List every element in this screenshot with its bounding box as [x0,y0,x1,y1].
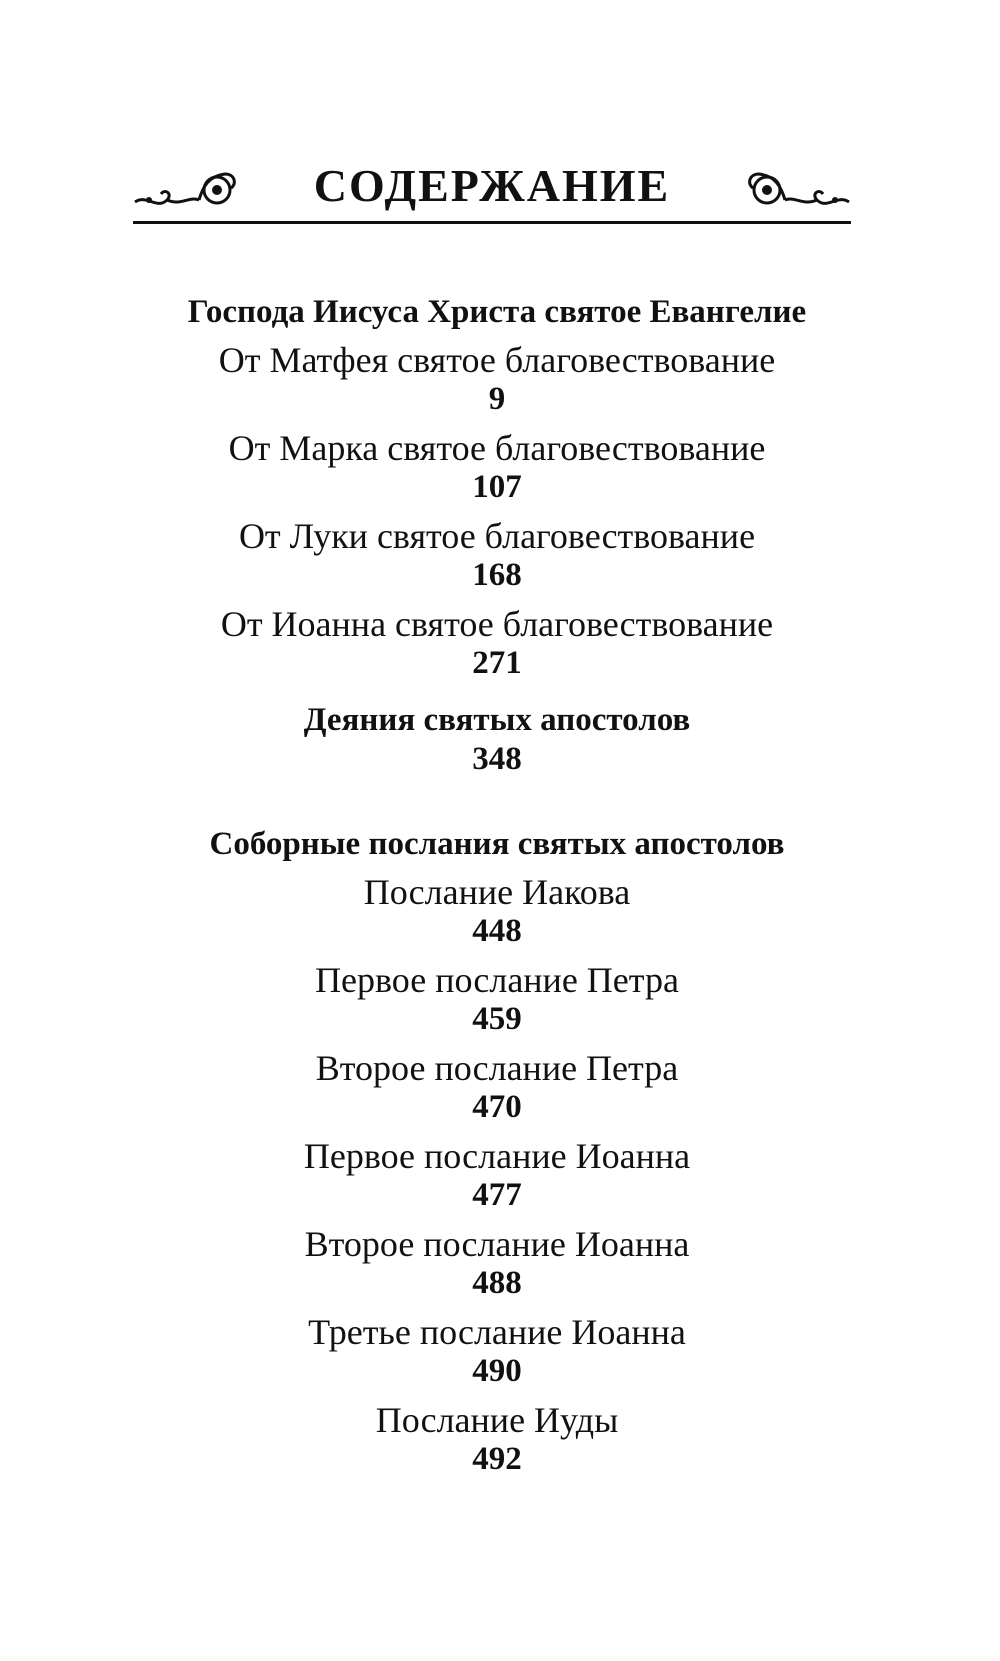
toc-entry[interactable] [140,960,854,1038]
entry-page-number: 9 [488,381,506,417]
toc-entry[interactable] [140,340,854,418]
toc-entry[interactable] [140,1400,854,1478]
entry-title: От Марка святое благовествование [228,428,766,468]
toc-entry[interactable] [140,1048,854,1126]
contents-header [133,150,851,230]
section-title: Деяния святых апостолов [303,702,691,738]
entry-title: Первое послание Иоанна [303,1136,691,1176]
entry-page-number: 477 [472,1177,522,1213]
toc-entry[interactable] [140,1312,854,1390]
page-title: СОДЕРЖАНИЕ [313,160,671,211]
header-divider [133,221,851,224]
entry-title: От Иоанна святое благовествование [220,604,774,644]
toc-entry[interactable] [140,1224,854,1302]
entry-page-number: 488 [472,1265,522,1301]
entry-title: Первое послание Петра [315,960,679,1000]
toc-entry[interactable] [140,428,854,506]
toc-entry[interactable] [140,1136,854,1214]
entry-page-number: 470 [472,1089,522,1125]
section-acts[interactable] [140,700,854,778]
entry-title: Послание Иуды [375,1400,619,1440]
entry-title: Послание Иакова [363,872,631,912]
entry-page-number: 107 [472,469,522,505]
section-title: Соборные послания святых апостолов [209,826,785,862]
entry-page-number: 168 [472,557,522,593]
entry-page-number: 459 [472,1001,522,1037]
entry-page-number: 492 [472,1441,522,1477]
table-of-contents [140,292,854,1488]
section-title: Господа Иисуса Христа святое Евангелие [187,294,807,330]
entry-title: Третье послание Иоанна [308,1312,686,1352]
floral-scroll-icon [741,166,851,212]
toc-entry[interactable] [140,872,854,950]
entry-page-number: 348 [472,741,522,777]
entry-title: От Матфея святое благовествование [218,340,776,380]
entry-title: Второе послание Иоанна [304,1224,690,1264]
entry-title: Второе послание Петра [315,1048,679,1088]
toc-entry[interactable] [140,516,854,594]
entry-page-number: 271 [472,645,522,681]
entry-title: От Луки святое благовествование [238,516,756,556]
section-gospels [140,292,854,682]
entry-page-number: 448 [472,913,522,949]
toc-entry[interactable] [140,604,854,682]
section-general-epistles [140,824,854,1478]
entry-page-number: 490 [472,1353,522,1389]
